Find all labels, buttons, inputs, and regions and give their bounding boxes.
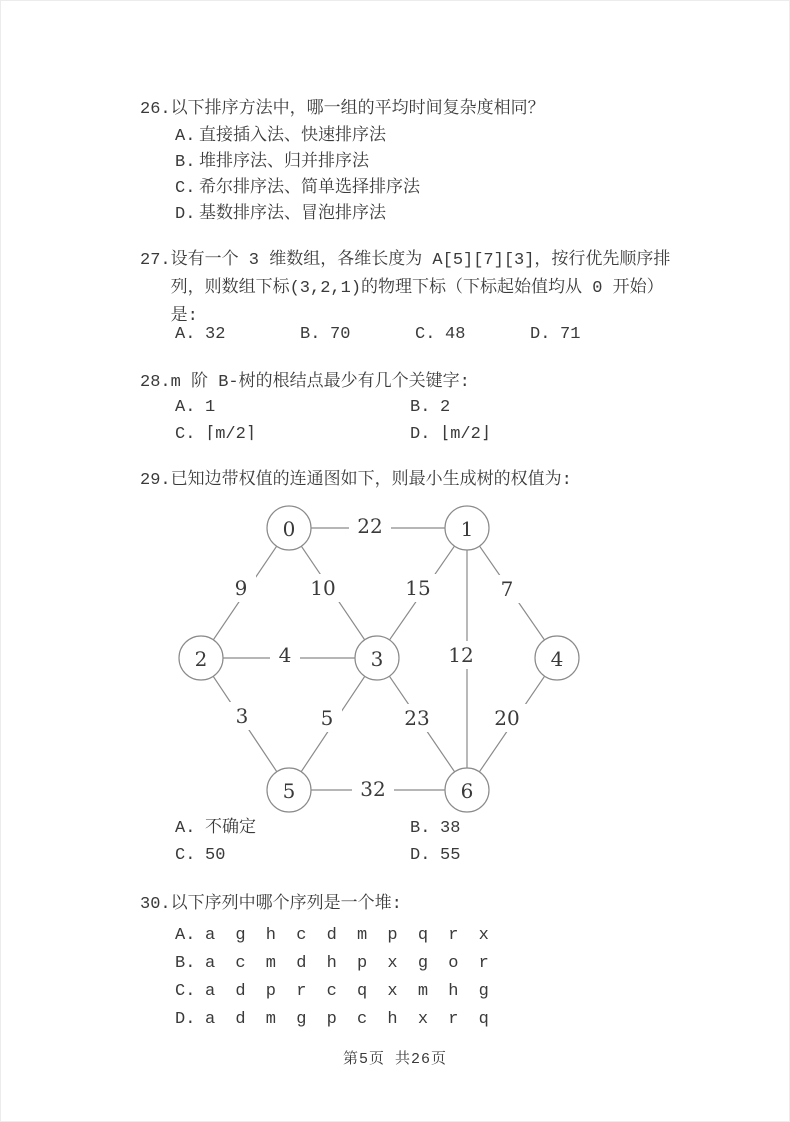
edge-weight-label: 3 [235,704,249,728]
option-30-b [175,950,489,978]
edge-weight-label: 20 [494,706,520,730]
option-29-d-label: D. [410,846,431,865]
question-28-text: m 阶 B-树的根结点最少有几个关键字: [170,373,470,392]
edge-weight-label: 10 [310,576,336,600]
option-26-d [175,202,420,228]
option-28-a [175,394,410,421]
option-26-d-text: 基数排序法、冒泡排序法 [199,205,386,224]
question-30-title [140,893,680,917]
option-29-a-text: 不确定 [205,819,256,838]
option-28-b-text: 2 [440,398,451,417]
edge-weight-label: 5 [320,706,334,730]
option-27-a-label: A. [175,325,196,344]
question-28-number: 28. [140,373,171,392]
question-26-text: 以下排序方法中，哪一组的平均时间复杂度相同？ [170,100,545,119]
option-26-c [175,176,420,202]
question-30-options [175,922,489,1034]
option-29-c-label: C. [175,846,196,865]
option-28-d [410,421,615,448]
question-29-number: 29. [140,471,171,490]
option-28-d-label: D. [410,425,431,444]
edge-weight-label: 7 [500,577,514,601]
option-26-b-label: B. [175,153,196,172]
option-30-c-label: C. [175,982,196,1001]
page-number-footer: 第5页 共26页 [342,1051,447,1068]
option-27-c-label: C. [415,325,436,344]
question-27-number: 27. [140,251,171,270]
graph-node-label: 2 [194,647,208,671]
option-28-b [410,394,615,421]
graph-node-label: 3 [370,647,384,671]
question-27-title [140,247,672,331]
edge-weight-label: 9 [234,576,248,600]
question-28-options [175,394,615,448]
option-30-b-text: a c m d h p x g o r [205,954,489,973]
option-27-b [300,322,415,348]
graph-node-label: 5 [282,779,296,803]
option-30-b-label: B. [175,954,196,973]
option-27-d-text: 71 [560,325,581,344]
question-29-options [175,815,615,869]
graph-node-label: 1 [460,517,474,541]
option-29-c-text: 50 [205,846,226,865]
option-29-a [175,815,410,842]
option-28-a-label: A. [175,398,196,417]
option-26-d-label: D. [175,205,196,224]
option-28-c-text: ⌈m/2⌉ [205,425,257,444]
option-26-a [175,124,420,150]
graph-node-label: 4 [550,647,564,671]
option-28-d-text: ⌊m/2⌋ [440,425,492,444]
option-29-b-label: B. [410,819,431,838]
option-29-d [410,842,615,869]
option-30-d-text: a d m g p c h x r q [205,1010,489,1029]
option-28-c [175,421,410,448]
question-27-text: 设有一个 3 维数组，各维长度为 A[5][7][3]，按行优先顺序排列，则数组下标(3,2,1)的物理下标（下标起始值均从 0 开始）是: [170,251,671,326]
question-27-options [175,322,655,348]
question-29-title [140,469,680,493]
option-27-b-text: 70 [330,325,351,344]
edge-weight-label: 12 [448,643,474,667]
option-26-a-label: A. [175,127,196,146]
weighted-graph-diagram [140,495,600,825]
edge-weight-label: 22 [357,514,383,538]
option-26-a-text: 直接插入法、快速排序法 [199,127,386,146]
option-29-c [175,842,410,869]
question-30-number: 30. [140,895,171,914]
option-27-d [530,322,655,348]
option-27-a [175,322,300,348]
option-26-b-text: 堆排序法、归并排序法 [199,153,369,172]
option-26-c-text: 希尔排序法、简单选择排序法 [199,179,420,198]
option-28-c-label: C. [175,425,196,444]
edge-weight-label: 23 [404,706,430,730]
option-30-c-text: a d p r c q x m h g [205,982,489,1001]
option-30-a-label: A. [175,926,196,945]
edge-weight-label: 4 [278,643,292,667]
option-30-a-text: a g h c d m p q r x [205,926,489,945]
option-27-c-text: 48 [445,325,466,344]
option-29-b [410,815,615,842]
option-27-b-label: B. [300,325,321,344]
option-26-c-label: C. [175,179,196,198]
question-26-number: 26. [140,100,171,119]
option-26-b [175,150,420,176]
option-28-a-text: 1 [205,398,216,417]
question-26-title [140,98,680,122]
option-27-c [415,322,530,348]
option-29-a-label: A. [175,819,196,838]
option-29-d-text: 55 [440,846,461,865]
question-29-text: 已知边带权值的连通图如下，则最小生成树的权值为: [170,471,572,490]
graph-node-label: 0 [282,517,296,541]
question-26-options [175,124,420,228]
option-30-d-label: D. [175,1010,196,1029]
question-30-text: 以下序列中哪个序列是一个堆: [170,895,402,914]
option-30-c [175,978,489,1006]
graph-node-label: 6 [460,779,474,803]
edge-weight-label: 32 [360,777,386,801]
option-27-a-text: 32 [205,325,226,344]
edge-weight-label: 15 [405,576,431,600]
question-28-title [140,371,680,395]
option-28-b-label: B. [410,398,431,417]
option-29-b-text: 38 [440,819,461,838]
option-30-d [175,1006,489,1034]
option-27-d-label: D. [530,325,551,344]
option-30-a [175,922,489,950]
